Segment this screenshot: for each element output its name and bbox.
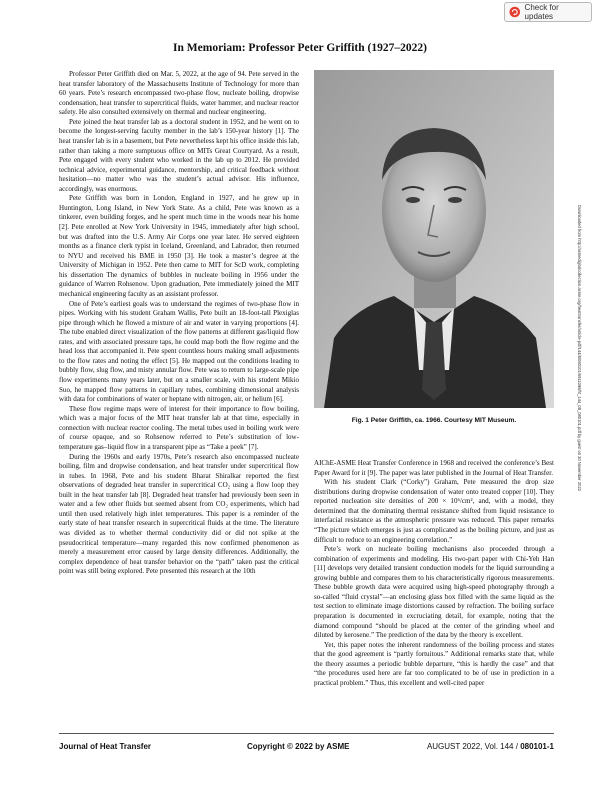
check-for-updates-button[interactable]	[504, 2, 592, 22]
issue-date: AUGUST 2022, Vol. 144	[426, 742, 514, 751]
copyright-notice: Copyright © 2022 by ASME	[247, 742, 350, 751]
article-title: In Memoriam: Professor Peter Griffith (1927–2022)	[173, 42, 427, 54]
paragraph: Professor Peter Griffith died on Mar. 5, 2022, at the age of 94. Pete served in the heat transfer laboratory of the Massachusetts Institute of Technology for more than 60 years. Pete’s research encompassed two-phase flow, nucleate boiling, dropwise condensation, heat transfer to supercritical fluids, water hammer, and nuclear reactor safety. He also consulted extensively on thermal and nuclear engineering.	[59, 70, 299, 117]
right-column	[314, 459, 554, 689]
footer-divider	[59, 733, 554, 734]
check-for-updates-label: Check for updates	[524, 3, 559, 21]
portrait-photo	[314, 70, 554, 408]
download-watermark	[572, 205, 582, 585]
portrait-image	[314, 70, 554, 408]
page-footer	[59, 742, 554, 754]
figure-caption: Fig. 1 Peter Griffith, ca. 1966. Courtesy MIT Museum.	[351, 417, 517, 424]
paragraph: Pete joined the heat transfer lab as a doctoral student in 1952, and he went on to become the longest-serving faculty member in the lab’s 150-year history [1]. The heat transfer lab is in a basement, but Pete nevertheless kept his office inside this lab, rather than taking a more sumptuous office on MITs Great Courtyard. As a result, Pete engaged with every student who worked in the lab up to 2012. He provided technical advice, experimental guidance, mentorship, and critical feedback without hesitation—no matter who was the student’s actual advisor. His influence, accordingly, was enormous.	[59, 117, 299, 193]
paragraph: One of Pete’s earliest goals was to understand the regimes of two-phase flow in pipes. Working with his student Graham Wallis, Pete built an 18-foot-tall Plexiglas pipe through which he flowed a mixture of air and water in varying proportions [4]. The tube enabled direct visualization of the flow patterns at different gas/liquid flow rates, and with associated pressure taps, he could map both the flow regime and the head loss that accompanied it. Pete spent countless hours making small adjustments to the flow rates and noting the effect [5]. He mapped out the conditions leading to bubbly flow, slug flow, and misty annular flow. Pete was to return to large-scale pipe flow experiments many years later, but on a smaller scale, with his student Mikio Suo, he mapped flow patterns in capillary tubes, combining dimensional analysis with data for combinations of water or heptane with nitrogen, air, or helium [6].	[59, 299, 299, 404]
paragraph: AIChE-ASME Heat Transfer Conference in 1968 and received the conference’s Best Paper Award for it [9]. The paper was later published in the Journal of Heat Transfer.	[314, 459, 554, 477]
paragraph: These flow regime maps were of interest for their importance to flow boiling, which was a major focus of the MIT heat transfer lab at that time, especially in connection with nuclear reactor cooling. The metal tubes used in boiling work were of course opaque, and so Rohsenow referred to Pete’s substitution of low-temperature gas–liquid flow in a transparent pipe as “Take a peek” [7].	[59, 404, 299, 451]
paragraph: Yet, this paper notes the inherent randomness of the boiling process and states that the good agreement is “partly fortuitous.” Additional remarks state that, while the theory assumes a periodic bubble departure, “this is hardly the case” and that “the procedures used here are far too complicated to be of use in prediction in a practical problem.” Thus, this excellent and well-cited paper	[314, 640, 554, 687]
paragraph: With his student Clark (“Corky”) Graham, Pete measured the drop size distributions during dropwise condensation of water onto treated copper [10]. They reported nucleation site densities of 200 × 10⁶/cm², and, with a model, they determined that the dominating thermal resistance shifted from liquid resistance to interfacial resistance as the atmospheric pressure was reduced. This paper remarks “The picture which emerges is just as complicated as the boiling picture, and just as difficult to reduce to an engineering correlation.”	[314, 478, 554, 544]
paragraph: Pete’s work on nucleate boiling mechanisms also proceeded through a combination of experiments and modeling. His two-part paper with Chi-Yeh Han [11] develops very detailed transient conduction models for the liquid surrounding a growing bubble and compares them to his characteristically rigorous measurements. These bubble growth data were acquired using high-speed photography through a so-called “fluid crystal”—an enclosing glass box filled with the same liquid as the test section to eliminate image distortions caused by refraction. The boiling surface preparation is documented in excruciating detail, for example, noting that the diamond compound “should be placed at the center of the grinding wheel and diluted by kerosene.” The prediction of the data by the theory is excellent.	[314, 545, 554, 640]
page-number: 080101-1	[520, 742, 554, 751]
left-column	[59, 70, 299, 577]
refresh-icon	[509, 6, 521, 18]
issue-info: AUGUST 2022, Vol. 144 / 080101-1	[426, 742, 554, 751]
download-note-text: Downloaded from http://asmedigitalcollection.asme.org/heattransfer/article-pdf/144/8/080101/6911098/ht_144_08_080101.pdf by guest on 30 November 2022	[577, 205, 582, 491]
paragraph: During the 1960s and early 1970s, Pete’s research also encompassed nucleate boiling, film and dropwise condensation, and heat transfer under supercritical flow in tubes. In 1968, Pete and his student Bharat Shiralkar reported the first observations of degraded heat transfer in supercritical CO₂ using a flow loop they built in the heat transfer lab [8]. Degraded heat transfer had previously been seen in water and a few other fluids but seemed absent from CO₂ experiments, which had until then used relatively high inlet temperatures. This paper is a reminder of the early state of heat transfer research in supercritical fluids at the time. The literature was divided as to whether thermal conductivity did or did not spike at the pseudocritical temperature—many regarded this now confirmed phenomenon as merely a measurement error caused by large density differences. Additionally, the complex dependence of heat transfer behavior on the “path” taken past the critical point was still being explored. Pete presented this research at the 10th	[59, 452, 299, 576]
journal-name: Journal of Heat Transfer	[59, 742, 152, 751]
paragraph: Pete Griffith was born in London, England in 1927, and he grew up in Huntington, Long Island, in New York State. As a child, Pete was known as a tinkerer, even building forges, and he spent much time in the woods near his home [2]. Pete enrolled at New York University in 1945, immediately after high school, but was drafted into the U.S. Army Air Corps one year later. He served eighteen months as a finance clerk typist in Iceland, Greenland, and Labrador, then returned to NYU and received his BME in 1950 [3]. He took a master’s degree at the University of Michigan in 1952. Pete then came to MIT for ScD work, completing his dissertation The dynamics of bubbles in nucleate boiling in 1956 under the guidance of Warren Rohsenow. Upon graduation, Pete immediately joined the MIT mechanical engineering faculty as an assistant professor.	[59, 194, 299, 298]
